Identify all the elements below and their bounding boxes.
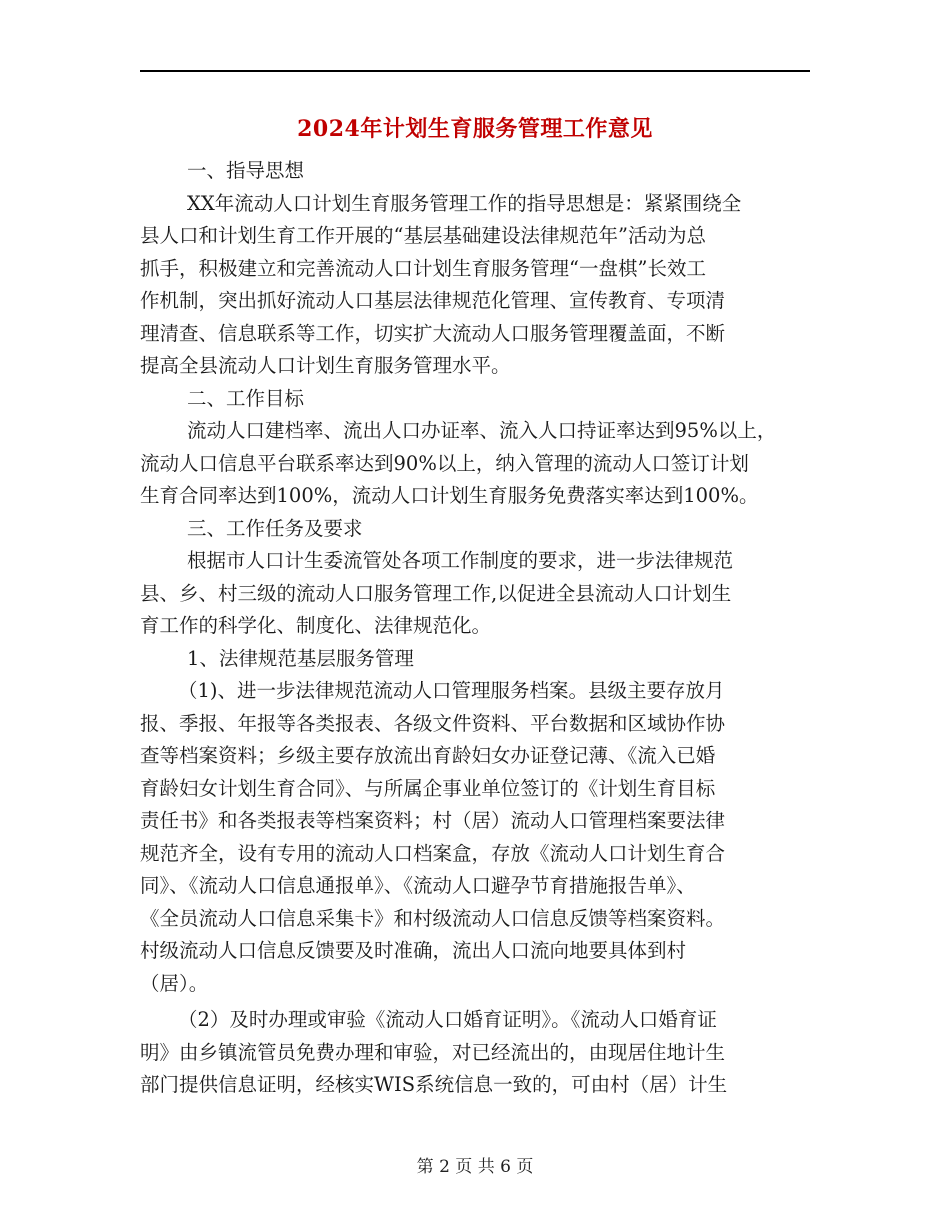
section-heading-work-goals: 二、工作目标 [187, 386, 305, 410]
body-line: 提高全县流动人口计划生育服务管理水平。 [140, 354, 511, 377]
body-line: （居）。 [140, 971, 209, 995]
body-line: （1)、进一步法律规范流动人口管理服务档案。县级主要存放月 [178, 679, 725, 702]
body-line: 责任书》和各类报表等档案资料；村（居）流动人口管理档案要法律 [140, 809, 726, 832]
body-line: （2）及时办理或审验《流动人口婚育证明》。《流动人口婚育证 [178, 1008, 717, 1031]
body-line: XX年流动人口计划生育服务管理工作的指导思想是：紧紧围绕全 [187, 191, 742, 215]
body-line: 理清查、信息联系等工作，切实扩大流动人口服务管理覆盖面，不断 [140, 321, 726, 345]
header-rule [140, 70, 810, 72]
body-line: 查等档案资料；乡级主要存放流出育龄妇女办证登记薄、《流入已婚 [140, 744, 716, 767]
section-heading-guiding-ideology: 一、指导思想 [187, 159, 305, 182]
document-title: 2024年计划生育服务管理工作意见 [297, 116, 653, 142]
body-line: 流动人口建档率、流出人口办证率、流入人口持证率达到95%以上， [187, 419, 777, 442]
body-line: 部门提供信息证明，经核实WIS系统信息一致的，可由村（居）计生 [140, 1073, 728, 1096]
body-line: 规范齐全，设有专用的流动人口档案盒，存放《流动人口计划生育合 [140, 841, 726, 865]
body-line: 县、乡、村三级的流动人口服务管理工作,以促进全县流动人口计划生 [140, 581, 732, 605]
body-line: 根据市人口计生委流管处各项工作制度的要求，进一步法律规范 [187, 549, 734, 572]
body-line: 村级流动人口信息反馈要及时准确，流出人口流向地要具体到村 [140, 939, 687, 962]
body-line: 《全员流动人口信息采集卡》和村级流动人口信息反馈等档案资料。 [140, 906, 726, 930]
body-line: 作机制，突出抓好流动人口基层法律规范化管理、宣传教育、专项清 [140, 289, 726, 312]
document-body [140, 155, 810, 1102]
body-line: 育龄妇女计划生育合同》、与所属企事业单位签订的《计划生育目标 [140, 776, 716, 800]
body-line: 流动人口信息平台联系率达到90%以上，纳入管理的流动人口签订计划 [140, 451, 749, 475]
body-line: 同》、《流动人口信息通报单》、《流动人口避孕节育措施报告单》、 [140, 874, 696, 897]
section-heading-tasks: 三、工作任务及要求 [187, 516, 363, 540]
body-line: 报、季报、年报等各类报表、各级文件资料、平台数据和区域协作协 [140, 711, 726, 735]
page-number-footer: 第 2 页 共 6 页 [416, 1157, 534, 1177]
body-line: 县人口和计划生育工作开展的“基层基础建设法律规范年”活动为总 [140, 224, 706, 247]
body-line: 生育合同率达到100%，流动人口计划生育服务免费落实率达到100%。 [140, 484, 759, 507]
body-line: 明》由乡镇流管员免费办理和审验，对已经流出的，由现居住地计生 [140, 1040, 726, 1064]
subsection-heading: 1、法律规范基层服务管理 [187, 646, 414, 670]
body-line: 育工作的科学化、制度化、法律规范化。 [140, 614, 492, 637]
body-line: 抓手，积极建立和完善流动人口计划生育服务管理“一盘棋”长效工 [140, 256, 706, 280]
